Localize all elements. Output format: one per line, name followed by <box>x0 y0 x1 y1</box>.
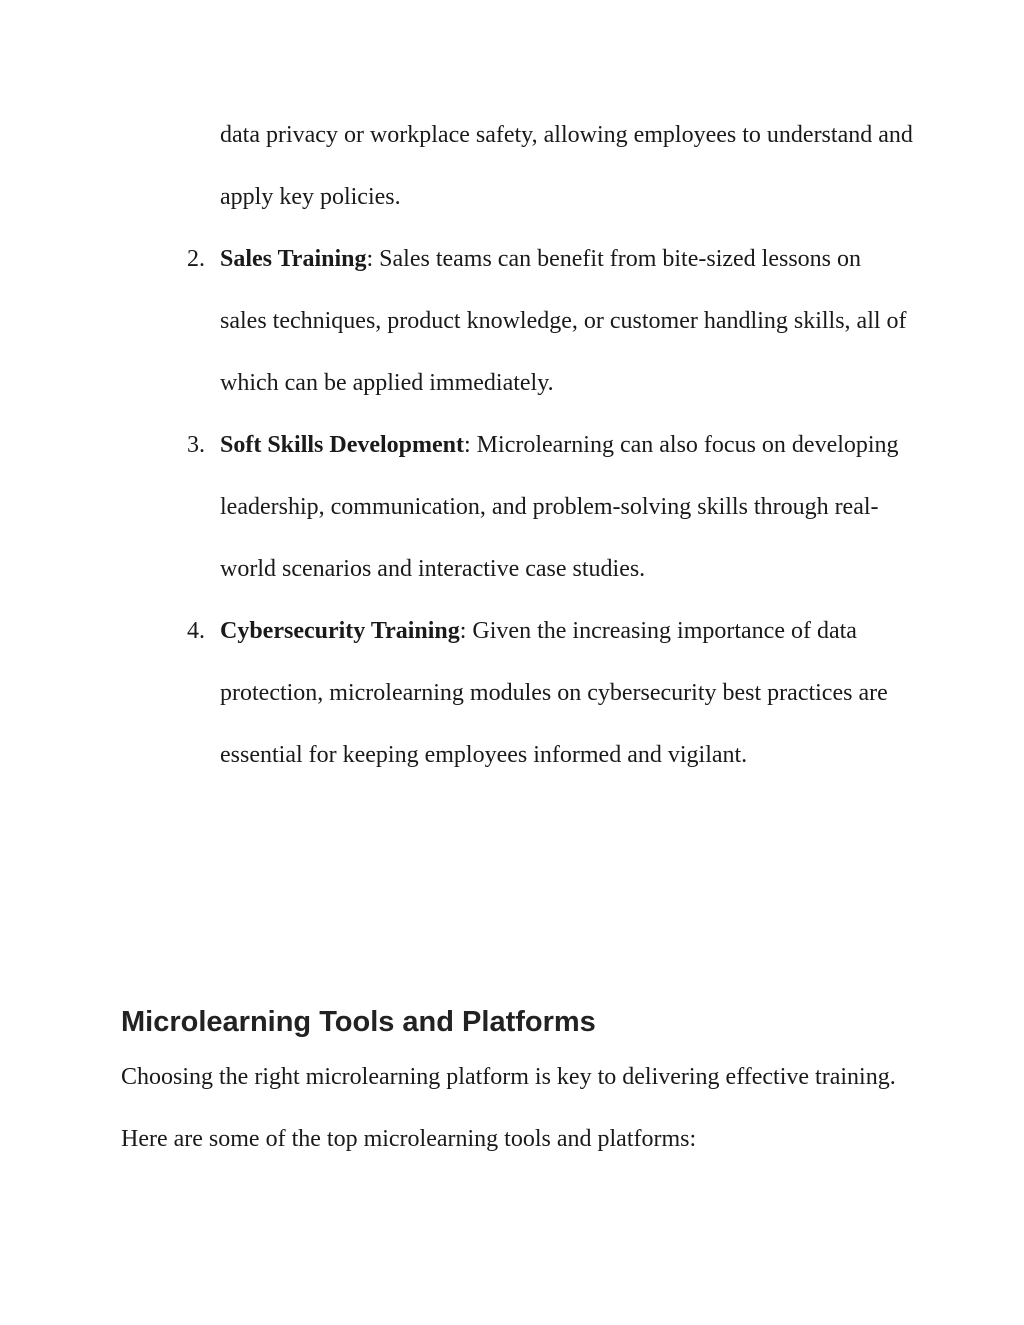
list-item-text: : Microlearning can also focus on developing leadership, communication, and problem-solving skills through real-world scenarios and interactive case studies. <box>220 432 899 582</box>
list-number: 4. <box>187 618 205 644</box>
list-number: 3. <box>187 432 205 458</box>
training-types-list <box>0 228 1024 786</box>
list-item-title: Soft Skills Development <box>220 432 465 458</box>
list-item-text: : Sales teams can benefit from bite-sized lessons on sales techniques, product knowledge, or customer handling skills, all of which can be applied immediately. <box>220 246 907 396</box>
list-item-text: : Given the increasing importance of data protection, microlearning modules on cybersecurity best practices are essential for keeping employees informed and vigilant. <box>220 618 888 768</box>
list-item-title: Sales Training <box>220 246 367 272</box>
list-item-cybersecurity <box>0 600 910 786</box>
section-heading: Microlearning Tools and Platforms <box>121 1006 596 1038</box>
list-item-sales-training <box>0 228 910 414</box>
list-item-title: Cybersecurity Training <box>220 618 460 644</box>
continuation-paragraph: data privacy or workplace safety, allowing employees to understand and apply key policies. <box>220 122 913 210</box>
list-number: 2. <box>187 246 205 272</box>
list-item-soft-skills <box>0 414 910 600</box>
section-intro-paragraph: Choosing the right microlearning platform is key to delivering effective training. Here are some of the top microlearning tools and platforms: <box>121 1064 896 1152</box>
